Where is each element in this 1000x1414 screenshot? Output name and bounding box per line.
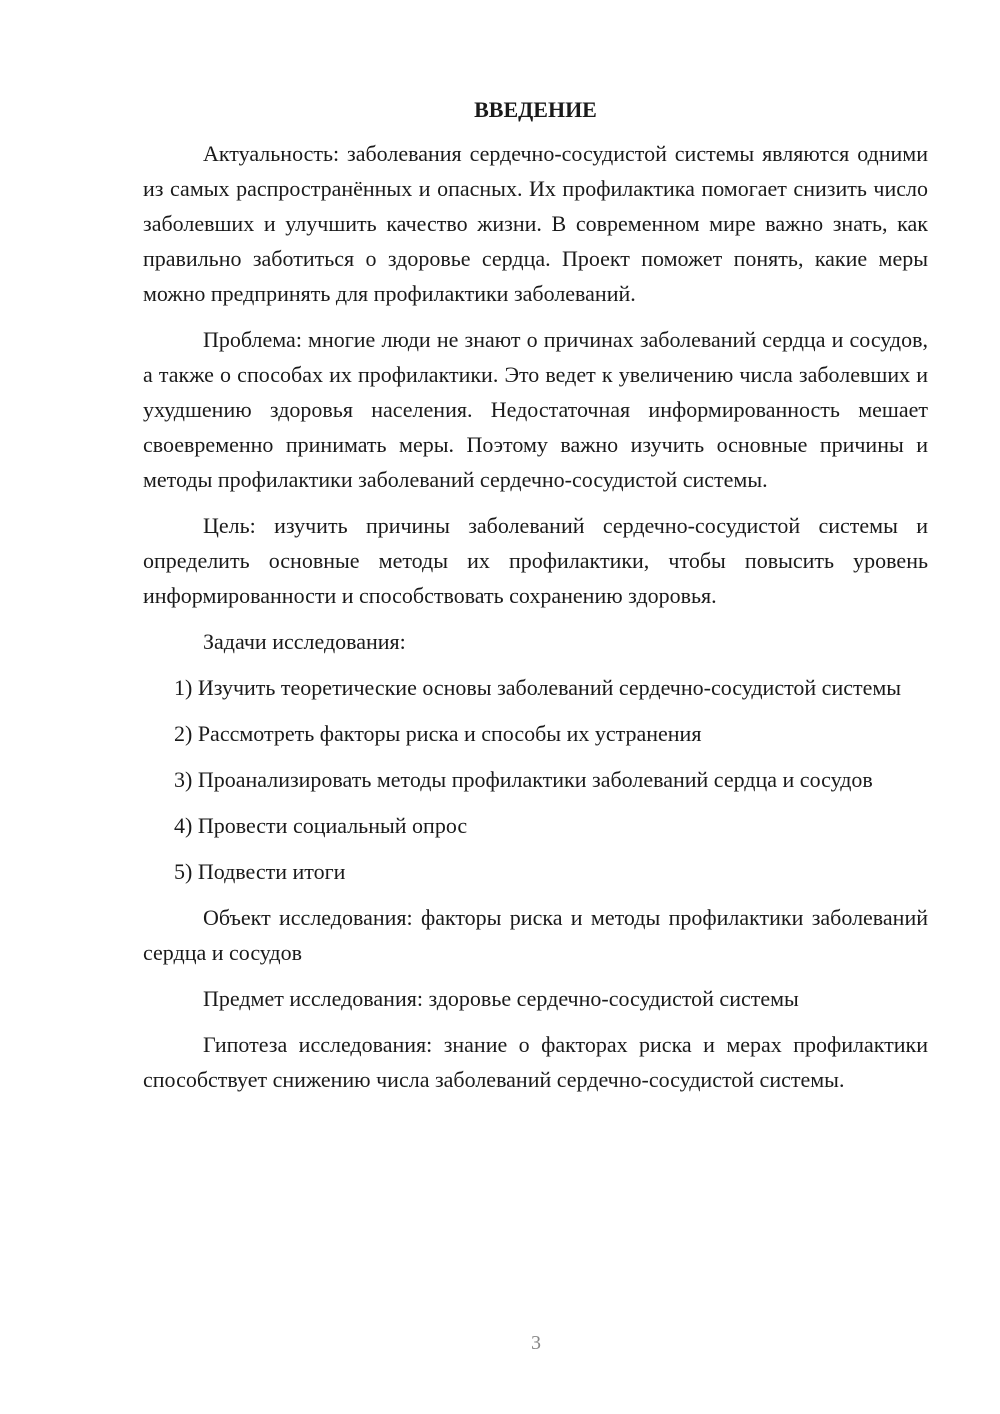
tasks-heading: Задачи исследования: bbox=[203, 629, 406, 654]
object-paragraph: Объект исследования: факторы риска и методы профилактики заболеваний сердца и сосудов bbox=[143, 905, 928, 965]
subject-paragraph: Предмет исследования: здоровье сердечно-сосудистой системы bbox=[203, 986, 799, 1011]
hypothesis-paragraph: Гипотеза исследования: знание о факторах риска и мерах профилактики способствует снижению числа заболеваний сердечно-сосудистой системы. bbox=[143, 1032, 928, 1092]
page-content bbox=[143, 92, 928, 1108]
goal-paragraph: Цель: изучить причины заболеваний сердечно-сосудистой системы и определить основные методы их профилактики, чтобы повысить уровень информированности и способствовать сохранению здоровья. bbox=[143, 513, 928, 608]
section-title: ВВЕДЕНИЕ bbox=[474, 97, 597, 122]
problem-paragraph: Проблема: многие люди не знают о причинах заболеваний сердца и сосудов, а также о способах их профилактики. Это ведет к увеличению числа заболевших и ухудшению здоровья населения. Недостаточная информированность мешает своевременно принимать меры. Поэтому важно изучить основные причины и методы профилактики заболеваний сердечно-сосудистой системы. bbox=[143, 327, 928, 492]
task-item-2: 2) Рассмотреть факторы риска и способы их устранения bbox=[174, 721, 702, 746]
task-item-1: 1) Изучить теоретические основы заболеваний сердечно-сосудистой системы bbox=[174, 675, 902, 700]
task-item-3: 3) Проанализировать методы профилактики заболеваний сердца и сосудов bbox=[174, 767, 873, 792]
task-item-4: 4) Провести социальный опрос bbox=[174, 813, 468, 838]
page-number: 3 bbox=[531, 1332, 541, 1354]
task-item-5: 5) Подвести итоги bbox=[174, 859, 346, 884]
relevance-paragraph: Актуальность: заболевания сердечно-сосудистой системы являются одними из самых распространённых и опасных. Их профилактика помогает снизить число заболевших и улучшить качество жизни. В современном мире важно знать, как правильно заботиться о здоровье сердца. Проект поможет понять, какие меры можно предпринять для профилактики заболеваний. bbox=[143, 141, 928, 306]
